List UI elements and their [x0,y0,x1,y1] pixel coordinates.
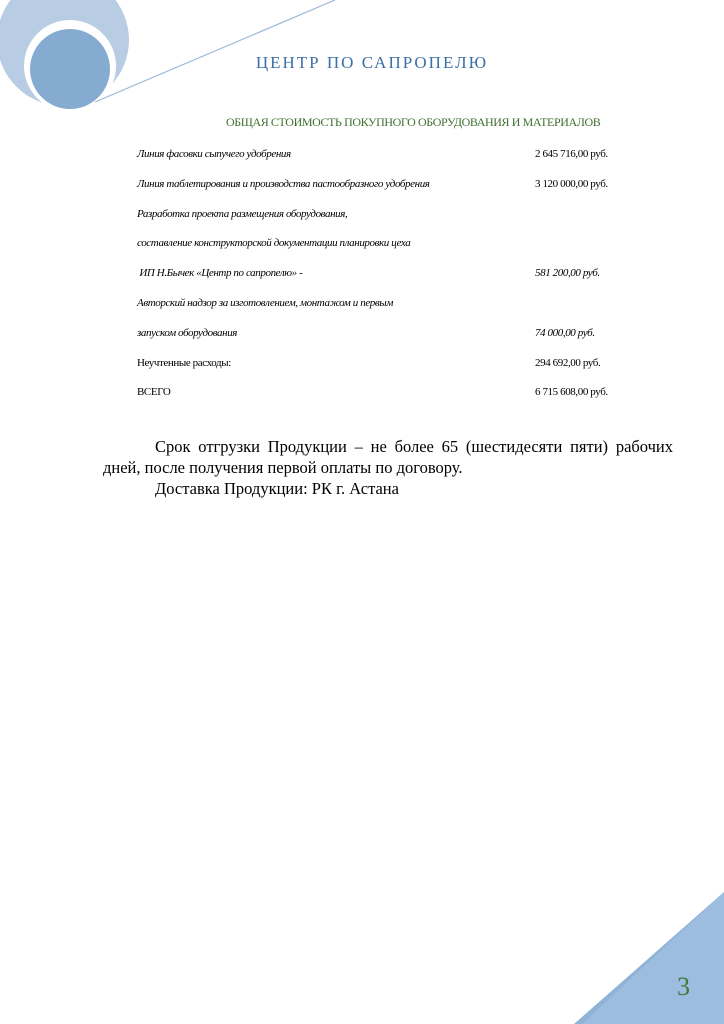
item-value: 6 715 608,00 руб. [535,386,608,399]
list-item [137,322,657,352]
item-label: Разработка проекта размещения оборудования, [137,207,348,220]
list-item [137,292,657,322]
body-text [103,436,673,499]
item-label: запуском оборудования [137,326,238,339]
item-label: ИП Н.Бычек «Центр по сапропелю» - [137,267,303,280]
shipping-paragraph: Срок отгрузки Продукции – не более 65 (шестидесяти пяти) рабочих дней, после получения первой оплаты по договору. [103,437,673,477]
section-title: ОБЩАЯ СТОИМОСТЬ ПОКУПНОГО ОБОРУДОВАНИЯ И МАТЕРИАЛОВ [226,115,601,129]
item-value: 294 692,00 руб. [535,356,601,369]
list-item [137,173,657,203]
item-value: 3 120 000,00 руб. [535,177,608,190]
item-value: 74 000,00 руб. [535,326,595,339]
list-item [137,352,657,382]
item-label: Неучтенные расходы: [137,356,231,369]
page-number: 3 [677,972,690,1001]
list-item [137,262,657,292]
cost-list [137,143,657,411]
list-item [137,381,657,411]
delivery-paragraph: Доставка Продукции: РК г. Астана [155,479,399,498]
footer-decoration [574,892,724,1024]
item-label: Линия таблетирования и производства пастообразного удобрения [137,177,430,190]
item-label: Линия фасовки сыпучего удобрения [137,148,291,160]
item-label: Авторский надзор за изготовлением, монтажом и первым [137,296,393,309]
item-label: составление конструкторской документации планировки цеха [137,237,411,250]
list-item [137,232,657,262]
item-label: ВСЕГО [137,386,171,399]
header-title: ЦЕНТР ПО САПРОПЕЛЮ [255,53,489,72]
item-value: 2 645 716,00 руб. [535,148,608,160]
list-item [137,143,657,173]
item-value: 581 200,00 руб. [535,267,600,280]
list-item [137,203,657,233]
